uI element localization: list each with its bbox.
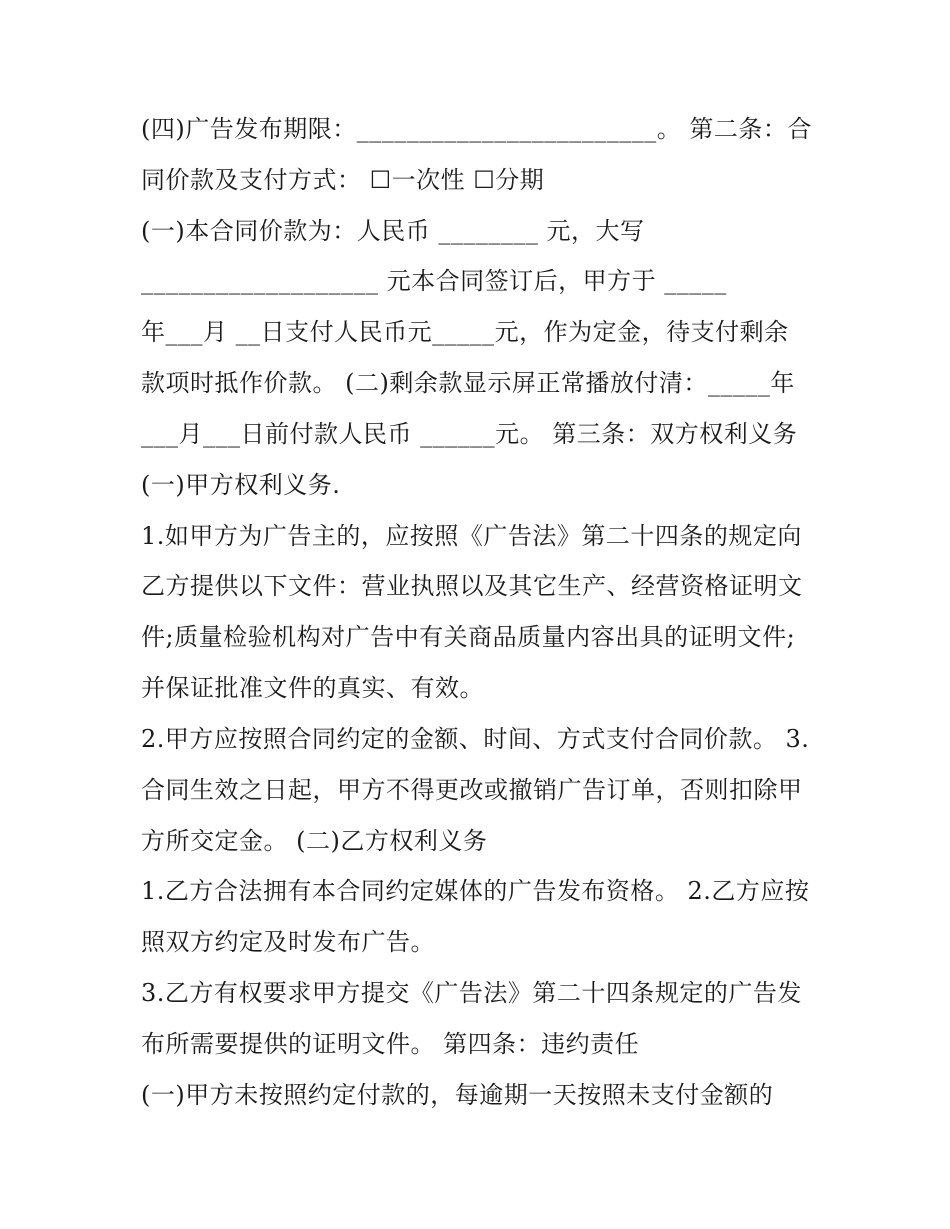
text-line: 合同生效之日起，甲方不得更改或撤销广告订单，否则扣除甲 xyxy=(141,776,803,804)
text-line: (一)甲方权利义务. xyxy=(141,471,341,499)
text-line: 乙方提供以下文件：营业执照以及其它生产、经营资格证明文 xyxy=(141,572,803,600)
text-line: 款项时抵作价款。 (二)剩余款显示屏正常播放付清：_____年 xyxy=(141,369,795,397)
text-line: 同价款及支付方式： ☐一次性 ☐分期 xyxy=(141,166,545,194)
text-line: 1.乙方合法拥有本合同约定媒体的广告发布资格。 2.乙方应按 xyxy=(141,877,810,905)
text-line: (一)本合同价款为：人民币 ________ 元，大写 xyxy=(141,217,645,245)
text-line: (一)甲方未按照约定付款的，每逾期一天按照未支付金额的 xyxy=(141,1081,774,1109)
text-line: 2.甲方应按照合同约定的金额、时间、方式支付合同价款。 3. xyxy=(141,725,810,753)
text-line: 件;质量检验机构对广告中有关商品质量内容出具的证明文件; xyxy=(141,623,796,651)
text-line: 布所需要提供的证明文件。 第四条：违约责任 xyxy=(141,1030,640,1058)
text-line: 照双方约定及时发布广告。 xyxy=(141,928,435,956)
text-line: 方所交定金。 (二)乙方权利义务 xyxy=(141,827,488,855)
text-line: 并保证批准文件的真实、有效。 xyxy=(141,674,484,702)
text-line: 3.乙方有权要求甲方提交《广告法》第二十四条规定的广告发 xyxy=(141,979,802,1007)
text-line: 1.如甲方为广告主的，应按照《广告法》第二十四条的规定向 xyxy=(141,522,802,550)
text-line: 年___月 __日支付人民币元_____元，作为定金，待支付剩余 xyxy=(141,318,789,346)
text-line: (四)广告发布期限：________________________。 第二条：合 xyxy=(141,115,812,143)
text-line: ___________________ 元本合同签订后，甲方于 _____ xyxy=(141,267,727,295)
text-line: ___月___日前付款人民币 ______元。 第三条：双方权利义务 xyxy=(141,420,798,448)
